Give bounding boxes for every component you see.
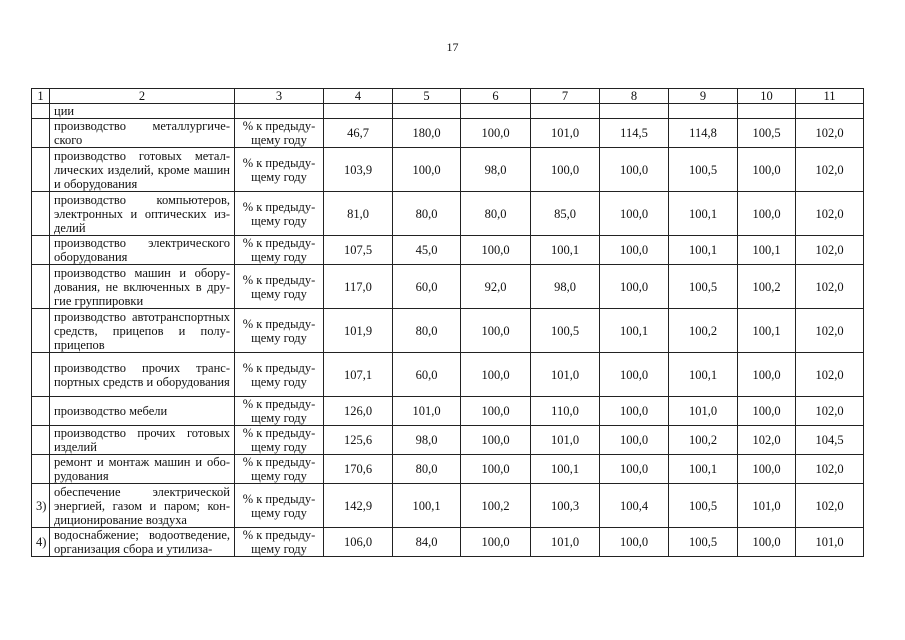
value-cell-col-6: 92,0 <box>461 265 531 309</box>
index-cell <box>32 104 50 119</box>
value-cell-col-11: 102,0 <box>796 353 864 397</box>
value-cell-col-8: 100,0 <box>600 455 669 484</box>
column-header-6: 6 <box>461 89 531 104</box>
value-cell-col-9: 100,1 <box>669 236 738 265</box>
data-table-container <box>31 88 863 557</box>
value-cell-col-5: 80,0 <box>393 309 461 353</box>
value-cell-col-11: 102,0 <box>796 455 864 484</box>
column-header-1: 1 <box>32 89 50 104</box>
unit-cell: % к предыдущему году <box>235 148 324 192</box>
column-header-11: 11 <box>796 89 864 104</box>
value-cell-col-10: 100,0 <box>738 397 796 426</box>
row-index-cell <box>32 309 50 353</box>
indicator-name-cell: производство прочих транспортных средств и оборудования <box>50 353 235 397</box>
unit-cell: % к предыдущему году <box>235 119 324 148</box>
value-cell-col-7: 98,0 <box>531 265 600 309</box>
value-cell-col-7: 100,0 <box>531 148 600 192</box>
value-cell-col-5: 101,0 <box>393 397 461 426</box>
row-index-cell <box>32 397 50 426</box>
value-cell-col-5: 84,0 <box>393 528 461 557</box>
unit-cell: % к предыдущему году <box>235 353 324 397</box>
value-cell-col-5: 98,0 <box>393 426 461 455</box>
value-cell-col-9: 101,0 <box>669 397 738 426</box>
value-cell-col-4: 107,1 <box>324 353 393 397</box>
column-header-8: 8 <box>600 89 669 104</box>
value-cell-col-8: 100,0 <box>600 426 669 455</box>
value-cell-col-5: 100,0 <box>393 148 461 192</box>
row-index-cell <box>32 353 50 397</box>
row-index-cell: 4) <box>32 528 50 557</box>
unit-cell: % к предыдущему году <box>235 236 324 265</box>
indicator-name-cell: ремонт и монтаж машин и оборудования <box>50 455 235 484</box>
table-row <box>32 148 864 192</box>
value-cell-col-7: 100,1 <box>531 236 600 265</box>
value-cell-col-10: 100,0 <box>738 192 796 236</box>
value-cell-col-9: 114,8 <box>669 119 738 148</box>
value-cell-col-11: 102,0 <box>796 265 864 309</box>
value-cell-col-8: 114,5 <box>600 119 669 148</box>
unit-cell: % к предыдущему году <box>235 397 324 426</box>
indicator-name-cell: обеспечение электрической энергией, газом и паром; кондиционирование воздуха <box>50 484 235 528</box>
value-cell-col-5: 45,0 <box>393 236 461 265</box>
table-row <box>32 484 864 528</box>
indicator-name-cell: производство машин и оборудования, не включенных в другие группировки <box>50 265 235 309</box>
value-cell-col-9: 100,2 <box>669 426 738 455</box>
value-cell-col-9: 100,5 <box>669 484 738 528</box>
value-cell-col-11: 102,0 <box>796 397 864 426</box>
value-cell-col-9: 100,1 <box>669 192 738 236</box>
table-row <box>32 265 864 309</box>
row-index-cell: 3) <box>32 484 50 528</box>
value-cell-col-4: 107,5 <box>324 236 393 265</box>
table-body <box>32 104 864 557</box>
value-cell-col-10: 100,0 <box>738 455 796 484</box>
value-cell-col-7: 100,1 <box>531 455 600 484</box>
value-cell-col-11: 102,0 <box>796 148 864 192</box>
value-cell-col-10: 100,1 <box>738 236 796 265</box>
indicator-name-cell: производство автотранспортных средств, прицепов и полуприцепов <box>50 309 235 353</box>
value-cell-col-5: 60,0 <box>393 265 461 309</box>
column-number-row <box>32 89 864 104</box>
value-cell-col-9: 100,5 <box>669 148 738 192</box>
unit-cell: % к предыдущему году <box>235 528 324 557</box>
continuation-cell: ции <box>50 104 235 119</box>
indicator-name-cell: производство готовых металлических изделий, кроме машин и оборудования <box>50 148 235 192</box>
value-cell-col-11: 101,0 <box>796 528 864 557</box>
value-cell-col-5: 180,0 <box>393 119 461 148</box>
column-header-9: 9 <box>669 89 738 104</box>
table-row <box>32 397 864 426</box>
row-index-cell <box>32 455 50 484</box>
data-table <box>31 88 864 557</box>
column-header-2: 2 <box>50 89 235 104</box>
value-cell-col-11: 102,0 <box>796 192 864 236</box>
table-row <box>32 353 864 397</box>
value-cell-col-11: 102,0 <box>796 119 864 148</box>
row-index-cell <box>32 236 50 265</box>
value-cell-col-6: 100,0 <box>461 455 531 484</box>
value-cell-col-4: 126,0 <box>324 397 393 426</box>
value-cell-col-7: 100,5 <box>531 309 600 353</box>
value-cell-col-11: 102,0 <box>796 484 864 528</box>
value-cell-col-11: 102,0 <box>796 236 864 265</box>
value-cell-col-4: 81,0 <box>324 192 393 236</box>
value-cell-col-9: 100,1 <box>669 455 738 484</box>
value-cell-col-9: 100,1 <box>669 353 738 397</box>
value-cell-col-5: 80,0 <box>393 192 461 236</box>
row-index-cell <box>32 265 50 309</box>
value-cell-col-4: 103,9 <box>324 148 393 192</box>
column-header-3: 3 <box>235 89 324 104</box>
value-cell-col-6: 100,2 <box>461 484 531 528</box>
unit-cell: % к предыдущему году <box>235 192 324 236</box>
value-cell-col-9: 100,2 <box>669 309 738 353</box>
value-cell-col-6: 100,0 <box>461 426 531 455</box>
column-header-10: 10 <box>738 89 796 104</box>
table-row <box>32 192 864 236</box>
value-cell-col-4: 46,7 <box>324 119 393 148</box>
unit-cell: % к предыдущему году <box>235 265 324 309</box>
value-cell-col-6: 98,0 <box>461 148 531 192</box>
indicator-name-cell: производство мебели <box>50 397 235 426</box>
value-cell-col-10: 100,2 <box>738 265 796 309</box>
row-index-cell <box>32 119 50 148</box>
indicator-name-cell: водоснабжение; водоотведение, организация сбора и утилиза- <box>50 528 235 557</box>
value-cell-col-6: 80,0 <box>461 192 531 236</box>
value-cell-col-7: 101,0 <box>531 426 600 455</box>
indicator-name-cell: производство металлургического <box>50 119 235 148</box>
value-cell-col-6: 100,0 <box>461 119 531 148</box>
page-number: 17 <box>446 40 459 54</box>
value-cell-col-8: 100,0 <box>600 353 669 397</box>
row-index-cell <box>32 426 50 455</box>
value-cell-col-8: 100,0 <box>600 236 669 265</box>
row-index-cell <box>32 192 50 236</box>
column-header-4: 4 <box>324 89 393 104</box>
table-row <box>32 528 864 557</box>
continuation-row <box>32 104 864 119</box>
value-cell-col-4: 170,6 <box>324 455 393 484</box>
indicator-name-cell: производство электрического оборудования <box>50 236 235 265</box>
value-cell-col-5: 60,0 <box>393 353 461 397</box>
value-cell-col-11: 102,0 <box>796 309 864 353</box>
value-cell-col-4: 101,9 <box>324 309 393 353</box>
value-cell-col-10: 100,5 <box>738 119 796 148</box>
value-cell-col-4: 142,9 <box>324 484 393 528</box>
value-cell-col-8: 100,4 <box>600 484 669 528</box>
value-cell-col-10: 101,0 <box>738 484 796 528</box>
value-cell-col-7: 101,0 <box>531 353 600 397</box>
value-cell-col-8: 100,0 <box>600 265 669 309</box>
value-cell-col-4: 117,0 <box>324 265 393 309</box>
indicator-name-cell: производство прочих готовых изделий <box>50 426 235 455</box>
table-row <box>32 309 864 353</box>
unit-cell: % к предыдущему году <box>235 455 324 484</box>
value-cell-col-8: 100,1 <box>600 309 669 353</box>
value-cell-col-9: 100,5 <box>669 528 738 557</box>
value-cell-col-6: 100,0 <box>461 397 531 426</box>
value-cell-col-4: 125,6 <box>324 426 393 455</box>
value-cell-col-10: 100,0 <box>738 353 796 397</box>
value-cell-col-6: 100,0 <box>461 353 531 397</box>
value-cell-col-8: 100,0 <box>600 148 669 192</box>
table-row <box>32 119 864 148</box>
value-cell-col-6: 100,0 <box>461 528 531 557</box>
value-cell-col-8: 100,0 <box>600 397 669 426</box>
value-cell-col-4: 106,0 <box>324 528 393 557</box>
table-row <box>32 236 864 265</box>
value-cell-col-9: 100,5 <box>669 265 738 309</box>
value-cell-col-5: 80,0 <box>393 455 461 484</box>
value-cell-col-10: 100,0 <box>738 148 796 192</box>
value-cell-col-7: 85,0 <box>531 192 600 236</box>
value-cell-col-7: 101,0 <box>531 528 600 557</box>
table-header <box>32 89 864 104</box>
column-header-7: 7 <box>531 89 600 104</box>
value-cell-col-6: 100,0 <box>461 236 531 265</box>
column-header-5: 5 <box>393 89 461 104</box>
unit-cell: % к предыдущему году <box>235 484 324 528</box>
indicator-name-cell: производство компьютеров, электронных и оптических изделий <box>50 192 235 236</box>
value-cell-col-7: 100,3 <box>531 484 600 528</box>
value-cell-col-5: 100,1 <box>393 484 461 528</box>
value-cell-col-8: 100,0 <box>600 192 669 236</box>
unit-cell: % к предыдущему году <box>235 309 324 353</box>
value-cell-col-10: 100,1 <box>738 309 796 353</box>
value-cell-col-10: 100,0 <box>738 528 796 557</box>
value-cell-col-6: 100,0 <box>461 309 531 353</box>
table-row <box>32 426 864 455</box>
table-row <box>32 455 864 484</box>
value-cell-col-7: 101,0 <box>531 119 600 148</box>
value-cell-col-11: 104,5 <box>796 426 864 455</box>
row-index-cell <box>32 148 50 192</box>
value-cell-col-7: 110,0 <box>531 397 600 426</box>
unit-cell: % к предыдущему году <box>235 426 324 455</box>
value-cell-col-10: 102,0 <box>738 426 796 455</box>
value-cell-col-8: 100,0 <box>600 528 669 557</box>
